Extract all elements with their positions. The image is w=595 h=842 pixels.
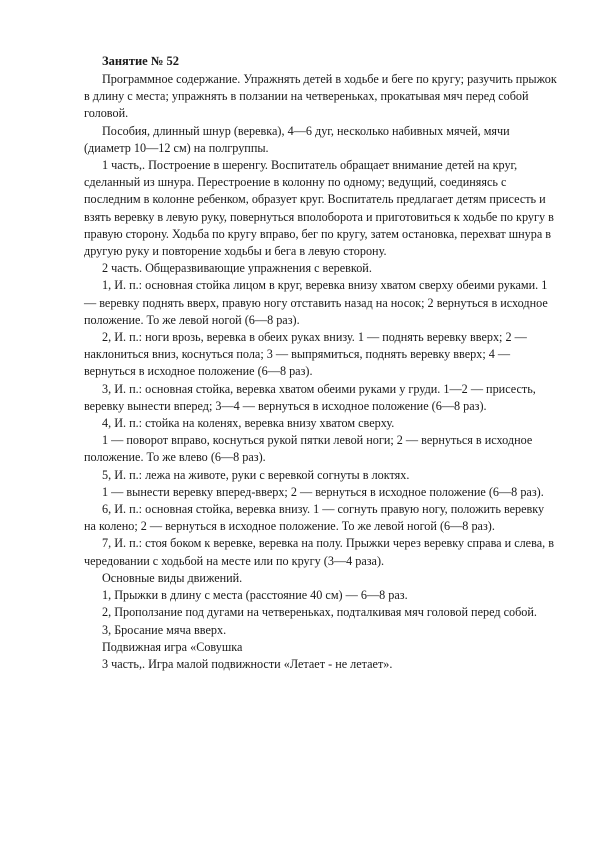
paragraph-movement-3: 3, Бросание мяча вверх. [102, 622, 227, 637]
paragraph-materials: Пособия, длинный шнур (веревка), 4—6 дуг, несколько набивных мячей, мячи (диаметр 10—12 см) на полгруппы. [84, 123, 510, 155]
paragraph-exercise-5-start: 5, И. п.: лежа на животе, руки с веревкой согнуты в локтях. [102, 467, 410, 482]
paragraph-exercise-1: 1, И. п.: основная стойка лицом в круг, веревка внизу хватом сверху обеими руками. 1 — веревку поднять вверх, правую ногу отставить назад на носок; 2 вернуться в исходное положение. То же левой ногой (6—8 раз). [84, 278, 548, 327]
paragraph-exercise-4-start: 4, И. п.: стойка на коленях, веревка внизу хватом сверху. [102, 416, 395, 431]
paragraph-exercise-7: 7, И. п.: стоя боком к веревке, веревка на полу. Прыжки через веревку справа и слева, в чередовании с ходьбой на месте или по кругу (3—4 раза). [84, 536, 554, 568]
paragraph-exercise-5-steps: 1 — вынести веревку вперед-вверх; 2 — вернуться в исходное положение (6—8 раз). [102, 484, 544, 499]
paragraph-part-2-heading: 2 часть. Общеразвивающие упражнения с веревкой. [102, 261, 372, 276]
paragraph-part-3: 3 часть,. Игра малой подвижности «Летает - не летает». [102, 656, 393, 671]
paragraph-outdoor-game: Подвижная игра «Совушка [102, 639, 243, 654]
paragraph-program-content: Программное содержание. Упражнять детей в ходьбе и беге по кругу; разучить прыжок в длину с места; упражнять в ползании на четвереньках, прокатывая мяч перед собой головой. [84, 72, 557, 121]
document-title: Занятие № 52 [102, 54, 180, 68]
paragraph-exercise-2: 2, И. п.: ноги врозь, веревка в обеих руках внизу. 1 — поднять веревку вверх; 2 — наклониться вниз, коснуться пола; 3 — выпрямиться, поднять веревку вверх; 4 — вернуться в исходное положение (6—8 раз). [84, 330, 527, 379]
paragraph-movement-1: 1, Прыжки в длину с места (расстояние 40 см) — 6—8 раз. [102, 588, 408, 603]
paragraph-main-movements-heading: Основные виды движений. [102, 570, 243, 585]
paragraph-part-1: 1 часть,. Построение в шеренгу. Воспитатель обращает внимание детей на круг, сделанный из шнура. Перестроение в колонну по одному; ведущий, соединяясь с последним в колонне ребенком, образует круг. Воспитатель предлагает детям присесть и взять веревку в левую руку, повернуться вполоборота и приготовиться к ходьбе по кругу в правую сторону. Ходьба по кругу вправо, бег по кругу, затем остановка, перехват шнура в другую руку и повторение ходьбы и бега в левую сторону. [84, 158, 554, 259]
document-page [84, 52, 559, 673]
paragraph-exercise-3: 3, И. п.: основная стойка, веревка хватом обеими руками у груди. 1—2 — присесть, веревку вынести вперед; 3—4 — вернуться в исходное положение (6—8 раз). [84, 381, 536, 413]
paragraph-exercise-6: 6, И. п.: основная стойка, веревка внизу. 1 — согнуть правую ногу, положить веревку на колено; 2 — вернуться в исходное положение. То же левой ногой (6—8 раз). [84, 502, 545, 534]
paragraph-movement-2: 2, Проползание под дугами на четвереньках, подталкивая мяч головой перед собой. [102, 605, 537, 620]
paragraph-exercise-4-steps: 1 — поворот вправо, коснуться рукой пятки левой ноги; 2 — вернуться в исходное положение. То же влево (6—8 раз). [84, 433, 533, 465]
